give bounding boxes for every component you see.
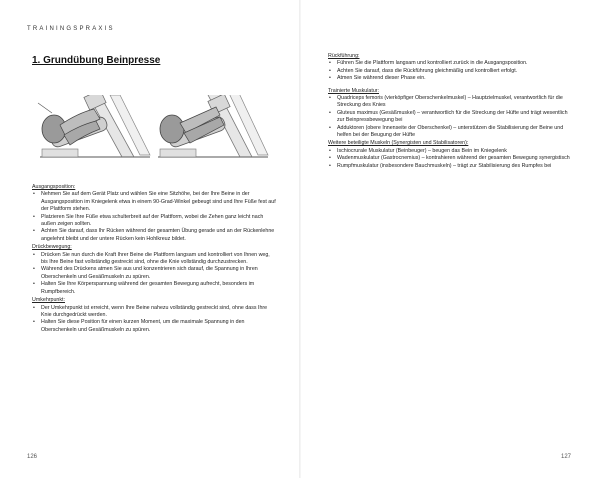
- list-item: • Gluteus maximus (Gesäßmuskel) – verantwortlich für die Streckung der Hüfte und trägt wesentlich zur Beinpressbewegung bei: [328, 110, 572, 125]
- list-item: • Platzieren Sie Ihre Füße etwa schulterbreit auf der Plattform, wobei die Zehen ganz leicht nach außen zeigen sollten.: [32, 214, 276, 229]
- list-item: • Halten Sie diese Position für einen kurzen Moment, um die maximale Spannung in den Oberschenkeln und Gesäßmuskeln zu spüren.: [32, 319, 276, 334]
- section-title: 1. Grundübung Beinpresse: [32, 55, 161, 66]
- list-item: • Atmen Sie während dieser Phase ein.: [328, 75, 572, 82]
- list-item: • Während des Drückens atmen Sie aus und konzentrieren sich darauf, die Spannung in Ihren Oberschenkeln und Gesäßmuskeln zu spüren.: [32, 266, 276, 281]
- list-item: • Wadenmuskulatur (Gastrocnemius) – kontrahieren während der gesamten Bewegung synergistisch: [328, 155, 572, 162]
- leg-press-illustration: [30, 95, 276, 175]
- bullet-list-trainierte-muskulatur: [328, 95, 572, 139]
- bullet-list-umkehrpunkt: [32, 305, 276, 335]
- section-heading-weitere-muskeln: Weitere beteiligte Muskeln (Synergisten und Stabilisatoren):: [328, 140, 469, 147]
- list-item: • Rumpfmuskulatur (insbesondere Bauchmuskeln) – trägt zur Stabilisierung des Rumpfes bei: [328, 163, 572, 170]
- bullet-list-drueckbewegung: [32, 252, 276, 296]
- list-item: • Drücken Sie nun durch die Kraft Ihrer Beine die Plattform langsam und kontrolliert von Ihnen weg, bis Ihre Beine fast vollständig gestreckt sind, ohne die Knie vollständig durchzustrecken.: [32, 252, 276, 267]
- bullet-list-ausgangsposition: [32, 191, 276, 243]
- section-heading-rueckfuehrung: Rückführung:: [328, 53, 360, 59]
- page-number-right: 127: [561, 454, 572, 460]
- list-item: • Adduktoren (obere Innenseite der Oberschenkel) – unterstützen die Stabilisierung der Beine und helfen bei der Beugung der Hüfte: [328, 125, 572, 140]
- list-item: • Halten Sie Ihre Körperspannung während der gesamten Bewegung aufrecht, besonders im Rumpfbereich.: [32, 281, 276, 296]
- bullet-list-rueckfuehrung: [328, 60, 572, 82]
- running-header: TRAININGSPRAXIS: [27, 26, 115, 32]
- leg-press-machine-end: [158, 95, 268, 157]
- page-number-left: 126: [27, 454, 38, 460]
- list-item: • Quadriceps femoris (vierköpfiger Oberschenkelmuskel) – Hauptzielmuskel, verantwortlich für die Streckung des Knies: [328, 95, 572, 110]
- section-heading-ausgangsposition: Ausgangsposition:: [32, 184, 76, 190]
- book-gutter: [299, 0, 301, 478]
- right-page: [326, 0, 572, 478]
- list-item: • Nehmen Sie auf dem Gerät Platz und wählen Sie eine Sitzhöhe, bei der Ihre Beine in der Ausgangsposition im Kniegelenk etwa in einem 90-Grad-Winkel gebeugt sind und Ihre Füße fest auf der Plattform stehen.: [32, 191, 276, 213]
- section-heading-trainierte-muskulatur: Trainierte Muskulatur:: [328, 87, 380, 94]
- list-item: • Der Umkehrpunkt ist erreicht, wenn Ihre Beine nahezu vollständig gestreckt sind, ohne dass Ihre Knie durchgedrückt werden.: [32, 305, 276, 320]
- left-page-text: [32, 183, 276, 334]
- section-heading-umkehrpunkt: Umkehrpunkt:: [32, 297, 65, 304]
- left-page: [30, 0, 276, 478]
- list-item: • Achten Sie darauf, dass Ihr Rücken während der gesamten Übung gerade und an der Rückenlehne angelehnt bleibt und der untere Rücken kein Hohlkreuz bildet.: [32, 228, 276, 243]
- list-item: • Führen Sie die Plattform langsam und kontrolliert zurück in die Ausgangsposition.: [328, 60, 572, 67]
- exercise-illustration: [30, 95, 276, 175]
- list-item: • Achten Sie darauf, dass die Rückführung gleichmäßig und kontrolliert erfolgt.: [328, 68, 572, 75]
- right-page-text: [328, 52, 572, 170]
- list-item: • Ischiocrurale Muskulatur (Beinbeuger) – beugen das Bein im Kniegelenk: [328, 148, 572, 155]
- leg-press-machine-start: [38, 95, 150, 157]
- bullet-list-weitere-muskeln: [328, 148, 572, 170]
- section-heading-drueckbewegung: Drückbewegung:: [32, 244, 72, 251]
